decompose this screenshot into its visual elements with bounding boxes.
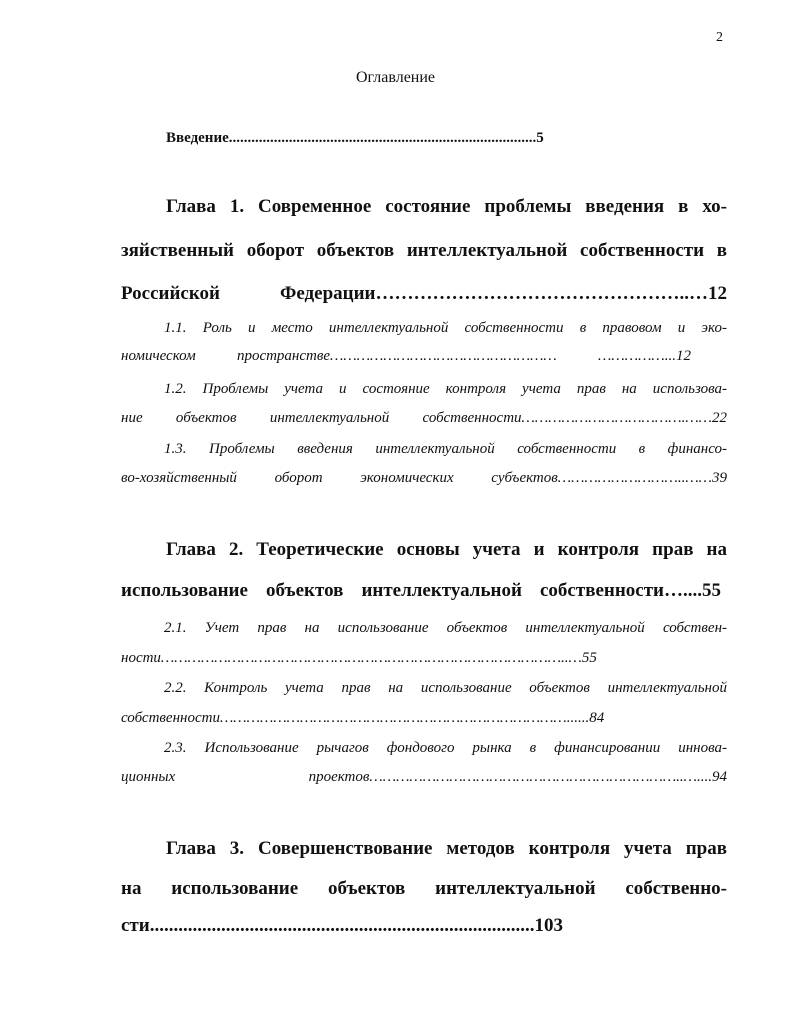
page-number: 2 xyxy=(716,30,723,45)
toc-section-1-3-line-1[interactable]: 1.3. Проблемы введения интеллектуальной собственности в финансо- xyxy=(164,441,727,457)
toc-section-2-3-line-1[interactable]: 2.3. Использование рычагов фондового рынка в финансировании иннова- xyxy=(164,740,727,756)
toc-section-1-2-line-2[interactable]: ние объектов интеллектуальной собственности……………………………….……22 xyxy=(121,410,727,426)
toc-section-2-1-line-1[interactable]: 2.1. Учет прав на использование объектов интеллектуальной собствен- xyxy=(164,620,727,636)
toc-section-2-2-line-2[interactable]: собственности……………………………………………………………………......84 xyxy=(121,710,605,726)
toc-section-1-1-line-1[interactable]: 1.1. Роль и место интеллектуальной собственности в правовом и эко- xyxy=(164,320,727,336)
toc-chapter-1-line-3[interactable]: Российской Федерации…………………………………………..…12 xyxy=(121,283,727,304)
toc-section-1-1-line-2[interactable]: номическом пространстве…………………………………………… ……………...12 xyxy=(121,348,691,364)
toc-chapter-1-line-2[interactable]: зяйственный оборот объектов интеллектуальной собственности в xyxy=(121,240,727,261)
toc-chapter-2-line-2[interactable]: использование объектов интеллектуальной собственности…....55 xyxy=(121,580,721,601)
toc-section-1-2-line-1[interactable]: 1.2. Проблемы учета и состояние контроля учета прав на использова- xyxy=(164,381,727,397)
toc-title: Оглавление xyxy=(355,69,436,86)
toc-chapter-1-line-1[interactable]: Глава 1. Современное состояние проблемы введения в хо- xyxy=(166,196,727,217)
toc-chapter-3-line-1[interactable]: Глава 3. Совершенствование методов контроля учета прав xyxy=(166,838,727,859)
toc-section-2-2-line-1[interactable]: 2.2. Контроль учета прав на использование объектов интеллектуальной xyxy=(164,680,727,696)
toc-chapter-3-line-3[interactable]: сти.................................................................................103 xyxy=(121,915,563,936)
toc-chapter-3-line-2[interactable]: на использование объектов интеллектуальной собственно- xyxy=(121,878,727,899)
toc-chapter-2-line-1[interactable]: Глава 2. Теоретические основы учета и контроля прав на xyxy=(166,539,727,560)
toc-entry-intro[interactable]: Введение..................................................................................5 xyxy=(166,130,544,146)
toc-section-1-3-line-2[interactable]: во-хозяйственный оборот экономических субъектов………………………..……39 xyxy=(121,470,727,486)
toc-section-2-3-line-2[interactable]: ционных проектов……………………………………………………………..…....94 xyxy=(121,769,727,785)
toc-section-2-1-line-2[interactable]: ности………………………………………………………………………………..…55 xyxy=(121,650,597,666)
